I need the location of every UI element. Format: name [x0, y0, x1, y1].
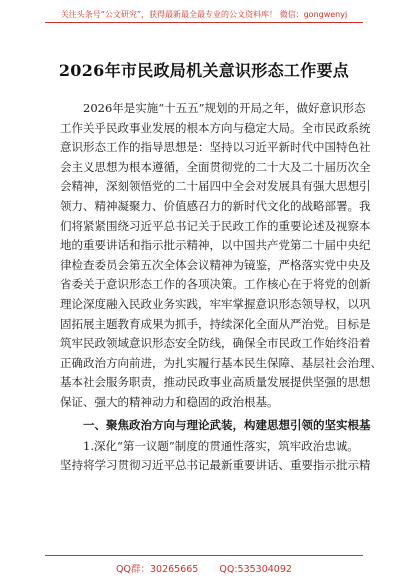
paragraph-line: 基本社会服务职责，推动民政事业高质量发展提供坚强的思想 — [60, 375, 371, 390]
paragraph-line: 地的重要讲话和指示批示精神，以中国共产党第二十届中央纪 — [60, 238, 371, 253]
paragraph-line: 坚持将学习贯彻习近平总书记最新重要讲话、重要指示批示精 — [60, 458, 371, 473]
paragraph-line: 领力、精神凝聚力、价值感召力的新时代文化的战略部署。我 — [60, 198, 371, 213]
paragraph-line: 理论深度融入民政业务实践，牢牢掌握意识形态领导权，以巩 — [60, 296, 371, 311]
paragraph-line: 意识形态工作的指导思想是：坚持以习近平新时代中国特色社 — [60, 140, 371, 155]
paragraph-line: 们将紧紧围绕习近平总书记关于民政工作的重要论述及视察本 — [60, 218, 371, 233]
paragraph-line: 正确政治方向前进，为扎实履行基本民生保障、基层社会治理、 — [60, 355, 382, 370]
paragraph-line: 1.深化“第一议题”制度的贯通性落实，筑牢政治忠诚。 — [83, 438, 359, 453]
paragraph-line: 2026年是实施“十五五”规划的开局之年，做好意识形态 — [83, 101, 366, 115]
paragraph-line: 工作关乎民政事业发展的根本方向与稳定大局。全市民政系统 — [60, 120, 371, 135]
header-banner: 关注头条号“公文研究”，获得最新最全最专业的公文资料库！ 微信：gongwenyj — [60, 10, 348, 19]
document-title: 2026年市民政局机关意识形态工作要点 — [58, 61, 350, 80]
paragraph-line: 会主义思想为根本遵循，全面贯彻党的二十大及二十届历次全 — [60, 159, 371, 174]
section-heading: 一、聚焦政治方向与理论武装，构建思想引领的坚实根基 — [83, 417, 371, 432]
header-divider — [45, 22, 363, 23]
document-body — [60, 99, 382, 476]
footer-contacts: QQ群：30265665 QQ:535304092 — [116, 564, 292, 575]
paragraph-line: 筑牢民政领域意识形态安全防线，确保全市民政工作始终沿着 — [60, 336, 371, 351]
paragraph-line: 会精神，深刻领悟党的二十届四中全会对发展具有强大思想引 — [60, 179, 371, 194]
paragraph-line: 律检查委员会第五次全体会议精神为镜鉴，严格落实党中央及 — [60, 257, 371, 272]
paragraph-line: 省委关于意识形态工作的各项决策。工作核心在于将党的创新 — [60, 277, 371, 292]
paragraph-line: 固拓展主题教育成果为抓手，持续深化全面从严治党。目标是 — [60, 316, 371, 331]
paragraph-line: 保证、强大的精神动力和稳固的政治根基。 — [60, 394, 279, 409]
footer-divider — [45, 555, 363, 556]
